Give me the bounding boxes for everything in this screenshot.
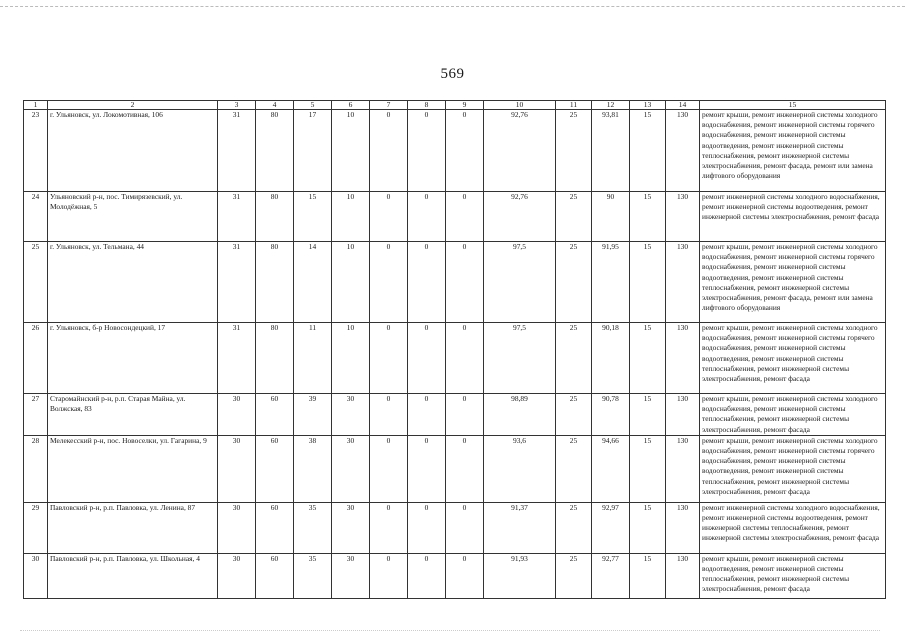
value-cell: 130 — [666, 192, 700, 242]
value-cell: 92,97 — [592, 502, 630, 553]
value-cell: 93,81 — [592, 110, 630, 192]
value-cell: 92,77 — [592, 553, 630, 598]
value-cell: 0 — [446, 502, 484, 553]
works-cell: ремонт крыши, ремонт инженерной системы водоотведения, ремонт инженерной системы теплоснабжения, ремонт инженерной системы электроснабжения, ремонт фасада — [700, 553, 886, 598]
value-cell: 15 — [294, 192, 332, 242]
value-cell: 80 — [256, 323, 294, 394]
value-cell: 31 — [218, 323, 256, 394]
value-cell: 30 — [332, 553, 370, 598]
value-cell: 0 — [446, 323, 484, 394]
row-number: 30 — [24, 553, 48, 598]
value-cell: 10 — [332, 192, 370, 242]
row-number: 29 — [24, 502, 48, 553]
value-cell: 15 — [630, 192, 666, 242]
value-cell: 90,18 — [592, 323, 630, 394]
value-cell: 30 — [332, 435, 370, 502]
value-cell: 0 — [370, 435, 408, 502]
value-cell: 30 — [332, 394, 370, 436]
table-row — [24, 110, 886, 192]
row-number: 28 — [24, 435, 48, 502]
address-cell: Ульяновский р-н, пос. Тимирязевский, ул. Молодёжная, 5 — [48, 192, 218, 242]
column-header: 2 — [48, 101, 218, 110]
value-cell: 0 — [408, 435, 446, 502]
table-row — [24, 394, 886, 436]
address-cell: г. Ульяновск, ул. Тельмана, 44 — [48, 242, 218, 323]
value-cell: 30 — [218, 502, 256, 553]
value-cell: 38 — [294, 435, 332, 502]
works-cell: ремонт крыши, ремонт инженерной системы холодного водоснабжения, ремонт инженерной системы горячего водоснабжения, ремонт инженерной системы водоотведения, ремонт инженерной системы теплоснабжения, ремонт инженерной системы электроснабжения, ремонт фасада, ремонт или замена лифтового оборудования — [700, 110, 886, 192]
value-cell: 0 — [408, 394, 446, 436]
value-cell: 15 — [630, 502, 666, 553]
column-header: 9 — [446, 101, 484, 110]
value-cell: 10 — [332, 110, 370, 192]
value-cell: 25 — [556, 502, 592, 553]
value-cell: 80 — [256, 192, 294, 242]
address-cell: Старомайнский р-н, р.п. Старая Майна, ул. Волжская, 83 — [48, 394, 218, 436]
value-cell: 25 — [556, 553, 592, 598]
value-cell: 80 — [256, 242, 294, 323]
value-cell: 25 — [556, 110, 592, 192]
value-cell: 0 — [370, 110, 408, 192]
value-cell: 60 — [256, 394, 294, 436]
value-cell: 130 — [666, 323, 700, 394]
column-header: 11 — [556, 101, 592, 110]
value-cell: 91,93 — [484, 553, 556, 598]
value-cell: 91,95 — [592, 242, 630, 323]
value-cell: 94,66 — [592, 435, 630, 502]
scan-edge-bottom — [20, 630, 880, 632]
row-number: 23 — [24, 110, 48, 192]
address-cell: Мелекесский р-н, пос. Новоселки, ул. Гагарина, 9 — [48, 435, 218, 502]
value-cell: 130 — [666, 242, 700, 323]
value-cell: 90 — [592, 192, 630, 242]
works-cell: ремонт крыши, ремонт инженерной системы холодного водоснабжения, ремонт инженерной системы теплоснабжения, ремонт инженерной системы электроснабжения, ремонт фасада — [700, 394, 886, 436]
works-cell: ремонт крыши, ремонт инженерной системы холодного водоснабжения, ремонт инженерной системы горячего водоснабжения, ремонт инженерной системы водоотведения, ремонт инженерной системы теплоснабжения, ремонт инженерной системы электроснабжения, ремонт фасада — [700, 323, 886, 394]
address-cell: г. Ульяновск, б-р Новосондецкий, 17 — [48, 323, 218, 394]
row-number: 24 — [24, 192, 48, 242]
value-cell: 0 — [408, 502, 446, 553]
value-cell: 15 — [630, 242, 666, 323]
value-cell: 93,6 — [484, 435, 556, 502]
column-header: 8 — [408, 101, 446, 110]
value-cell: 0 — [446, 435, 484, 502]
value-cell: 39 — [294, 394, 332, 436]
value-cell: 15 — [630, 110, 666, 192]
column-header: 1 — [24, 101, 48, 110]
value-cell: 35 — [294, 502, 332, 553]
table-row — [24, 323, 886, 394]
value-cell: 31 — [218, 110, 256, 192]
works-cell: ремонт инженерной системы холодного водоснабжения, ремонт инженерной системы водоотведения, ремонт инженерной системы электроснабжения, ремонт фасада — [700, 192, 886, 242]
value-cell: 30 — [218, 435, 256, 502]
table-row — [24, 192, 886, 242]
value-cell: 25 — [556, 323, 592, 394]
row-number: 26 — [24, 323, 48, 394]
column-header: 6 — [332, 101, 370, 110]
value-cell: 10 — [332, 242, 370, 323]
row-number: 25 — [24, 242, 48, 323]
value-cell: 98,89 — [484, 394, 556, 436]
value-cell: 0 — [408, 110, 446, 192]
value-cell: 14 — [294, 242, 332, 323]
value-cell: 31 — [218, 192, 256, 242]
value-cell: 0 — [370, 242, 408, 323]
value-cell: 130 — [666, 394, 700, 436]
value-cell: 0 — [370, 394, 408, 436]
value-cell: 30 — [218, 553, 256, 598]
value-cell: 30 — [218, 394, 256, 436]
value-cell: 97,5 — [484, 323, 556, 394]
table-row — [24, 502, 886, 553]
value-cell: 30 — [332, 502, 370, 553]
column-header: 7 — [370, 101, 408, 110]
row-number: 27 — [24, 394, 48, 436]
table-row — [24, 435, 886, 502]
value-cell: 0 — [370, 323, 408, 394]
value-cell: 130 — [666, 553, 700, 598]
value-cell: 35 — [294, 553, 332, 598]
value-cell: 11 — [294, 323, 332, 394]
value-cell: 130 — [666, 502, 700, 553]
column-header: 13 — [630, 101, 666, 110]
value-cell: 60 — [256, 553, 294, 598]
housing-repair-table — [23, 100, 886, 599]
value-cell: 97,5 — [484, 242, 556, 323]
table-row — [24, 553, 886, 598]
page-number: 569 — [440, 66, 465, 82]
column-number-row — [24, 101, 886, 110]
value-cell: 0 — [370, 502, 408, 553]
value-cell: 25 — [556, 192, 592, 242]
column-header: 5 — [294, 101, 332, 110]
value-cell: 92,76 — [484, 192, 556, 242]
works-cell: ремонт инженерной системы холодного водоснабжения, ремонт инженерной системы водоотведения, ремонт инженерной системы теплоснабжения, ремонт инженерной системы электроснабжения, ремонт фасада — [700, 502, 886, 553]
address-cell: г. Ульяновск, ул. Локомотивная, 106 — [48, 110, 218, 192]
column-header: 15 — [700, 101, 886, 110]
column-header: 4 — [256, 101, 294, 110]
address-cell: Павловский р-н, р.п. Павловка, ул. Ленина, 87 — [48, 502, 218, 553]
value-cell: 15 — [630, 435, 666, 502]
table-row — [24, 242, 886, 323]
value-cell: 0 — [370, 192, 408, 242]
value-cell: 0 — [408, 192, 446, 242]
column-header: 10 — [484, 101, 556, 110]
value-cell: 31 — [218, 242, 256, 323]
column-header: 3 — [218, 101, 256, 110]
works-cell: ремонт крыши, ремонт инженерной системы холодного водоснабжения, ремонт инженерной системы горячего водоснабжения, ремонт инженерной системы водоотведения, ремонт инженерной системы теплоснабжения, ремонт инженерной системы электроснабжения, ремонт фасада — [700, 435, 886, 502]
value-cell: 0 — [370, 553, 408, 598]
value-cell: 0 — [408, 242, 446, 323]
value-cell: 15 — [630, 553, 666, 598]
value-cell: 0 — [446, 394, 484, 436]
value-cell: 80 — [256, 110, 294, 192]
value-cell: 0 — [408, 553, 446, 598]
scan-edge-top — [0, 6, 905, 8]
value-cell: 25 — [556, 435, 592, 502]
value-cell: 25 — [556, 394, 592, 436]
value-cell: 15 — [630, 394, 666, 436]
value-cell: 17 — [294, 110, 332, 192]
value-cell: 25 — [556, 242, 592, 323]
value-cell: 0 — [446, 110, 484, 192]
address-cell: Павловский р-н, р.п. Павловка, ул. Школьная, 4 — [48, 553, 218, 598]
value-cell: 0 — [446, 553, 484, 598]
column-header: 14 — [666, 101, 700, 110]
value-cell: 0 — [446, 242, 484, 323]
value-cell: 15 — [630, 323, 666, 394]
value-cell: 60 — [256, 502, 294, 553]
works-cell: ремонт крыши, ремонт инженерной системы холодного водоснабжения, ремонт инженерной системы горячего водоснабжения, ремонт инженерной системы водоотведения, ремонт инженерной системы теплоснабжения, ремонт инженерной системы электроснабжения, ремонт фасада, ремонт или замена лифтового оборудования — [700, 242, 886, 323]
value-cell: 0 — [408, 323, 446, 394]
value-cell: 10 — [332, 323, 370, 394]
value-cell: 92,76 — [484, 110, 556, 192]
value-cell: 90,78 — [592, 394, 630, 436]
value-cell: 0 — [446, 192, 484, 242]
value-cell: 60 — [256, 435, 294, 502]
column-header: 12 — [592, 101, 630, 110]
value-cell: 130 — [666, 110, 700, 192]
value-cell: 91,37 — [484, 502, 556, 553]
value-cell: 130 — [666, 435, 700, 502]
